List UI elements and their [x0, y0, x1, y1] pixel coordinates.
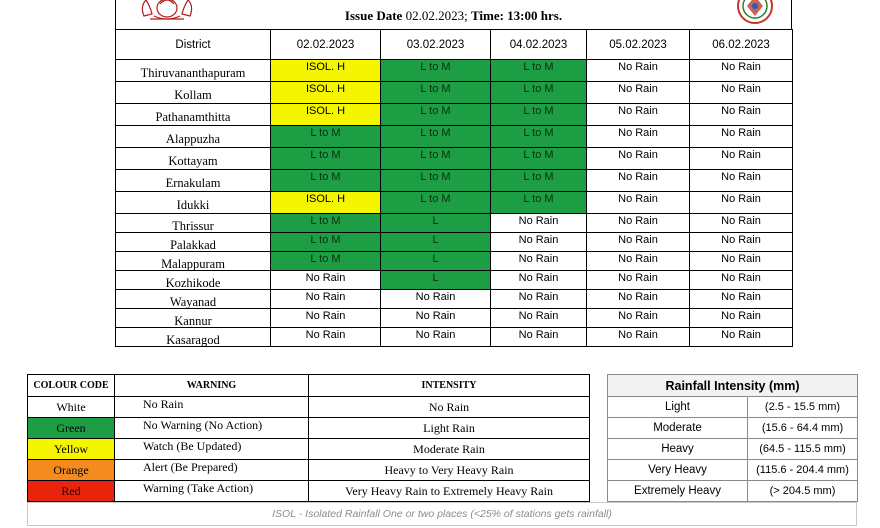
forecast-cell: No Rain [491, 233, 587, 252]
colour-swatch: White [28, 397, 115, 418]
forecast-cell: L to M [491, 60, 587, 82]
intensity-category: Moderate [608, 418, 748, 439]
forecast-cell: No Rain [587, 271, 690, 290]
date-column-header: 04.02.2023 [491, 30, 587, 60]
isol-footnote: ISOL - Isolated Rainfall One or two places (<25% of stations gets rainfall) [27, 502, 857, 526]
forecast-cell: L to M [491, 82, 587, 104]
forecast-cell: L to M [381, 104, 491, 126]
forecast-cell: L to M [381, 148, 491, 170]
rainfall-intensity-title: Rainfall Intensity (mm) [608, 375, 858, 397]
intensity-description: Moderate Rain [309, 439, 590, 460]
forecast-cell: ISOL. H [271, 192, 381, 214]
forecast-row [116, 271, 793, 290]
forecast-cell: L to M [271, 170, 381, 192]
intensity-category: Very Heavy [608, 460, 748, 481]
forecast-cell: No Rain [690, 60, 793, 82]
forecast-cell: No Rain [690, 309, 793, 328]
forecast-cell: No Rain [587, 148, 690, 170]
intensity-category: Light [608, 397, 748, 418]
legend-header-row [28, 375, 590, 397]
warning-level: Watch (Be Updated) [115, 439, 309, 460]
date-column-header: 02.02.2023 [271, 30, 381, 60]
district-name: Palakkad [116, 233, 271, 252]
district-name: Alappuzha [116, 126, 271, 148]
forecast-row [116, 192, 793, 214]
colour-swatch: Red [28, 481, 115, 502]
forecast-cell: No Rain [690, 233, 793, 252]
forecast-cell: No Rain [690, 252, 793, 271]
forecast-cell: L to M [271, 126, 381, 148]
forecast-cell: L [381, 271, 491, 290]
forecast-cell: No Rain [381, 328, 491, 347]
colour-swatch: Green [28, 418, 115, 439]
legend-row [28, 481, 590, 502]
forecast-cell: No Rain [587, 126, 690, 148]
forecast-cell: L to M [381, 192, 491, 214]
warning-level: Warning (Take Action) [115, 481, 309, 502]
forecast-cell: No Rain [491, 214, 587, 233]
forecast-row [116, 60, 793, 82]
forecast-row [116, 126, 793, 148]
intensity-row [608, 397, 858, 418]
forecast-cell: No Rain [587, 60, 690, 82]
intensity-row [608, 418, 858, 439]
forecast-cell: No Rain [271, 328, 381, 347]
intensity-description: Very Heavy Rain to Extremely Heavy Rain [309, 481, 590, 502]
forecast-body [116, 60, 793, 347]
colour-swatch: Orange [28, 460, 115, 481]
intensity-description: Light Rain [309, 418, 590, 439]
intensity-row [608, 439, 858, 460]
intensity-range: (115.6 - 204.4 mm) [748, 460, 858, 481]
forecast-cell: No Rain [491, 309, 587, 328]
intensity-range: (64.5 - 115.5 mm) [748, 439, 858, 460]
legend-row [28, 397, 590, 418]
forecast-cell: L to M [271, 148, 381, 170]
issue-time: Time: 13:00 hrs. [470, 8, 563, 23]
intensity-row [608, 460, 858, 481]
intensity-category: Heavy [608, 439, 748, 460]
forecast-row [116, 148, 793, 170]
forecast-cell: L to M [271, 214, 381, 233]
intensity-title-row [608, 375, 858, 397]
intensity-range: (> 204.5 mm) [748, 481, 858, 502]
forecast-cell: No Rain [690, 328, 793, 347]
forecast-cell: L to M [381, 126, 491, 148]
warning-level: No Warning (No Action) [115, 418, 309, 439]
forecast-cell: L to M [491, 148, 587, 170]
colour-code-legend [27, 374, 590, 502]
forecast-cell: L to M [271, 252, 381, 271]
intensity-description: Heavy to Very Heavy Rain [309, 460, 590, 481]
warning-level: Alert (Be Prepared) [115, 460, 309, 481]
colour-code-header: COLOUR CODE [28, 375, 115, 397]
forecast-cell: No Rain [587, 214, 690, 233]
warning-header: WARNING [115, 375, 309, 397]
forecast-row [116, 233, 793, 252]
forecast-cell: No Rain [381, 290, 491, 309]
date-column-header: 06.02.2023 [690, 30, 793, 60]
district-name: Pathanamthitta [116, 104, 271, 126]
intensity-range: (2.5 - 15.5 mm) [748, 397, 858, 418]
forecast-cell: No Rain [587, 252, 690, 271]
district-name: Kottayam [116, 148, 271, 170]
forecast-cell: L to M [491, 126, 587, 148]
date-column-header: 05.02.2023 [587, 30, 690, 60]
forecast-cell: No Rain [491, 290, 587, 309]
district-name: Kannur [116, 309, 271, 328]
forecast-cell: No Rain [271, 271, 381, 290]
forecast-cell: ISOL. H [271, 60, 381, 82]
forecast-cell: No Rain [271, 309, 381, 328]
forecast-cell: No Rain [587, 82, 690, 104]
forecast-cell: L to M [381, 60, 491, 82]
district-name: Malappuram [116, 252, 271, 271]
intensity-description: No Rain [309, 397, 590, 418]
legend-row [28, 460, 590, 481]
forecast-cell: L [381, 252, 491, 271]
intensity-category: Extremely Heavy [608, 481, 748, 502]
forecast-cell: No Rain [690, 214, 793, 233]
district-name: Ernakulam [116, 170, 271, 192]
forecast-cell: No Rain [690, 126, 793, 148]
district-name: Thrissur [116, 214, 271, 233]
forecast-row [116, 328, 793, 347]
issue-date-label: Issue Date [344, 8, 403, 23]
intensity-range: (15.6 - 64.4 mm) [748, 418, 858, 439]
issue-date-line [116, 8, 791, 24]
district-name: Thiruvananthapuram [116, 60, 271, 82]
forecast-row [116, 82, 793, 104]
forecast-cell: No Rain [381, 309, 491, 328]
department-logo-icon [733, 0, 777, 26]
legend-body [28, 397, 590, 502]
forecast-cell: No Rain [587, 104, 690, 126]
district-name: Wayanad [116, 290, 271, 309]
forecast-cell: No Rain [690, 104, 793, 126]
intensity-header: INTENSITY [309, 375, 590, 397]
district-forecast-table [115, 29, 793, 347]
forecast-cell: L [381, 233, 491, 252]
intensity-body [608, 397, 858, 502]
date-column-header: 03.02.2023 [381, 30, 491, 60]
forecast-cell: No Rain [587, 170, 690, 192]
forecast-header-row [116, 30, 793, 60]
forecast-cell: No Rain [587, 309, 690, 328]
district-name: Kozhikode [116, 271, 271, 290]
forecast-cell: L to M [491, 192, 587, 214]
forecast-cell: No Rain [587, 290, 690, 309]
forecast-cell: L to M [381, 170, 491, 192]
forecast-cell: No Rain [690, 82, 793, 104]
forecast-header [115, 0, 792, 29]
forecast-cell: L to M [381, 82, 491, 104]
forecast-cell: No Rain [491, 271, 587, 290]
forecast-cell: No Rain [690, 290, 793, 309]
forecast-cell: No Rain [587, 192, 690, 214]
forecast-cell: No Rain [491, 328, 587, 347]
forecast-cell: No Rain [271, 290, 381, 309]
forecast-row [116, 252, 793, 271]
forecast-cell: No Rain [587, 328, 690, 347]
forecast-row [116, 290, 793, 309]
forecast-cell: No Rain [587, 233, 690, 252]
forecast-cell: L to M [491, 104, 587, 126]
district-name: Kasaragod [116, 328, 271, 347]
warning-level: No Rain [115, 397, 309, 418]
district-name: Kollam [116, 82, 271, 104]
forecast-cell: ISOL. H [271, 104, 381, 126]
legend-row [28, 418, 590, 439]
issue-date-value: 02.02.2023; [405, 8, 471, 23]
forecast-cell: L [381, 214, 491, 233]
forecast-cell: No Rain [491, 252, 587, 271]
forecast-row [116, 309, 793, 328]
forecast-cell: No Rain [690, 271, 793, 290]
forecast-cell: L to M [491, 170, 587, 192]
forecast-row [116, 170, 793, 192]
forecast-cell: No Rain [690, 148, 793, 170]
rainfall-intensity-table [607, 374, 858, 502]
forecast-cell: No Rain [690, 192, 793, 214]
forecast-row [116, 214, 793, 233]
district-name: Idukki [116, 192, 271, 214]
forecast-cell: No Rain [690, 170, 793, 192]
forecast-cell: L to M [271, 233, 381, 252]
legend-row [28, 439, 590, 460]
forecast-row [116, 104, 793, 126]
colour-swatch: Yellow [28, 439, 115, 460]
district-column-header: District [116, 30, 271, 60]
intensity-row [608, 481, 858, 502]
forecast-cell: ISOL. H [271, 82, 381, 104]
